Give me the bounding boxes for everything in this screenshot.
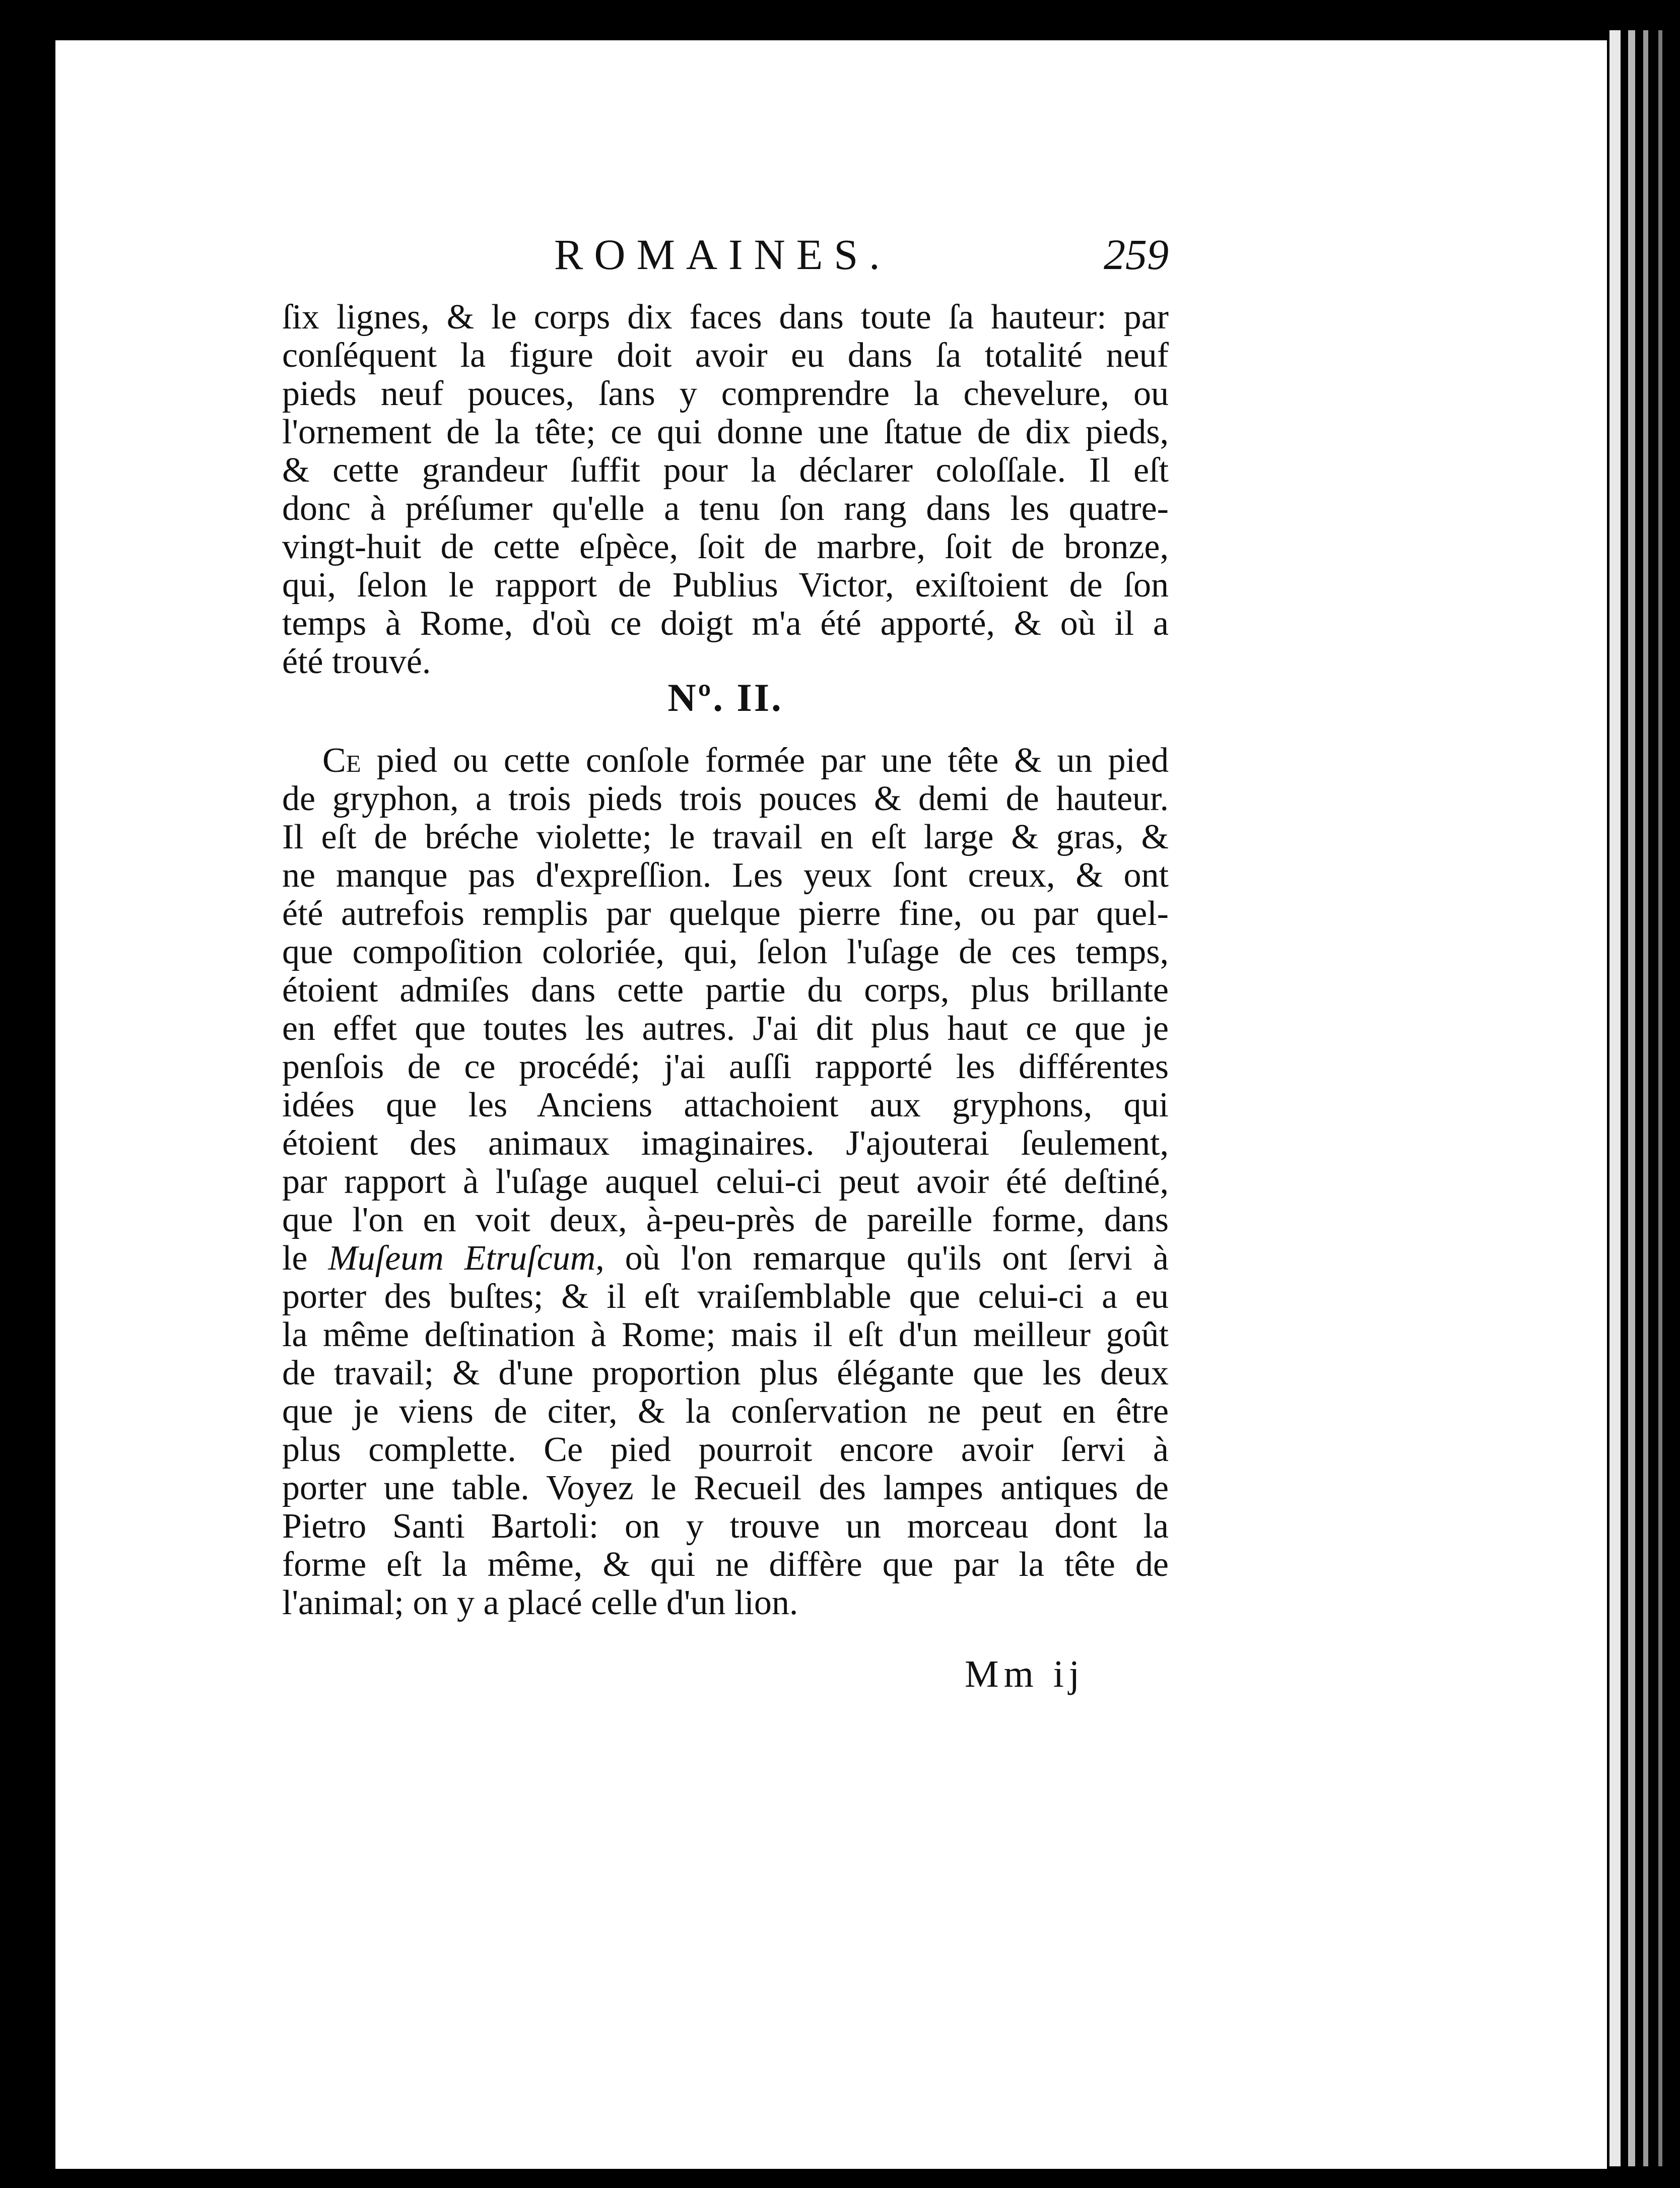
text-line: l'animal; on y a placé celle d'un lion. bbox=[282, 1583, 798, 1622]
text-line bbox=[282, 1238, 1169, 1279]
text-line: forme eſt la même, & qui ne diffère que par la tête de bbox=[282, 1545, 1169, 1584]
text-line bbox=[322, 741, 1169, 781]
text-line: donc à préſumer qu'elle a tenu ſon rang dans les quatre- bbox=[282, 489, 1169, 528]
signature-mark: Mm ij bbox=[965, 1653, 1085, 1695]
text-line: porter des buſtes; & il eſt vraiſemblable que celui-ci a eu bbox=[282, 1277, 1169, 1316]
text-line: ne manque pas d'expreſſion. Les yeux ſont creux, & ont bbox=[282, 856, 1169, 895]
page-edge bbox=[1658, 30, 1662, 2166]
drop-word: Ce bbox=[322, 741, 361, 780]
text-line: & cette grandeur ſuffit pour la déclarer coloſſale. Il eſt bbox=[282, 451, 1169, 490]
italic-title: Muſeum Etruſcum bbox=[328, 1239, 596, 1278]
text-line: plus complette. Ce pied pourroit encore avoir ſervi à bbox=[282, 1430, 1169, 1469]
text-line: étoient des animaux imaginaires. J'ajouterai ſeulement, bbox=[282, 1124, 1169, 1163]
page-number: 259 bbox=[1104, 230, 1169, 279]
text-line: temps à Rome, d'où ce doigt m'a été apporté, & où il a bbox=[282, 604, 1169, 643]
text-line: que je viens de citer, & la conſervation ne peut en être bbox=[282, 1392, 1169, 1431]
text-line: idées que les Anciens attachoient aux gryphons, qui bbox=[282, 1086, 1169, 1124]
text-span: pied ou cette conſole formée par une tête & un pied bbox=[361, 741, 1169, 780]
running-head bbox=[272, 229, 1169, 290]
text-line: par rapport à l'uſage auquel celui-ci peut avoir été deſtiné, bbox=[282, 1162, 1169, 1201]
text-line: été trouvé. bbox=[282, 642, 431, 681]
text-line: que compoſition coloriée, qui, ſelon l'uſage de ces temps, bbox=[282, 933, 1169, 971]
text-line: la même deſtination à Rome; mais il eſt d'un meilleur goût bbox=[282, 1315, 1169, 1354]
page-edge bbox=[1609, 30, 1621, 2166]
text-line: Pietro Santi Bartoli: on y trouve un morceau dont la bbox=[282, 1507, 1169, 1546]
text-line: été autrefois remplis par quelque pierre fine, ou par quel- bbox=[282, 894, 1169, 933]
text-line: de gryphon, a trois pieds trois pouces & demi de hauteur. bbox=[282, 779, 1169, 818]
page-edge bbox=[1643, 30, 1648, 2166]
text-line: conſéquent la figure doit avoir eu dans ſa totalité neuf bbox=[282, 336, 1169, 375]
text-line: Il eſt de bréche violette; le travail en eſt large & gras, & bbox=[282, 818, 1169, 856]
text-span: le bbox=[282, 1239, 328, 1278]
text-line: pieds neuf pouces, ſans y comprendre la chevelure, ou bbox=[282, 374, 1169, 413]
text-span: , où l'on remarque qu'ils ont ſervi à bbox=[595, 1239, 1169, 1278]
text-line: vingt-huit de cette eſpèce, ſoit de marbre, ſoit de bronze, bbox=[282, 527, 1169, 566]
text-line: étoient admiſes dans cette partie du corps, plus brillante bbox=[282, 971, 1169, 1010]
text-line: porter une table. Voyez le Recueil des lampes antiques de bbox=[282, 1469, 1169, 1507]
running-title: ROMAINES. bbox=[554, 230, 891, 279]
text-line: en effet que toutes les autres. J'ai dit plus haut ce que je bbox=[282, 1009, 1169, 1048]
text-line: qui, ſelon le rapport de Publius Victor, exiſtoient de ſon bbox=[282, 566, 1169, 605]
text-line: l'ornement de la tête; ce qui donne une ſtatue de dix pieds, bbox=[282, 413, 1169, 451]
section-heading: Nº. II. bbox=[667, 676, 783, 719]
text-line: penſois de ce procédé; j'ai auſſi rapporté les différentes bbox=[282, 1047, 1169, 1086]
text-line: de travail; & d'une proportion plus élégante que les deux bbox=[282, 1354, 1169, 1393]
text-line: que l'on en voit deux, à-peu-près de pareille forme, dans bbox=[282, 1201, 1169, 1239]
page-edge bbox=[1628, 30, 1635, 2166]
text-line: ſix lignes, & le corps dix faces dans toute ſa hauteur: par bbox=[282, 298, 1169, 337]
